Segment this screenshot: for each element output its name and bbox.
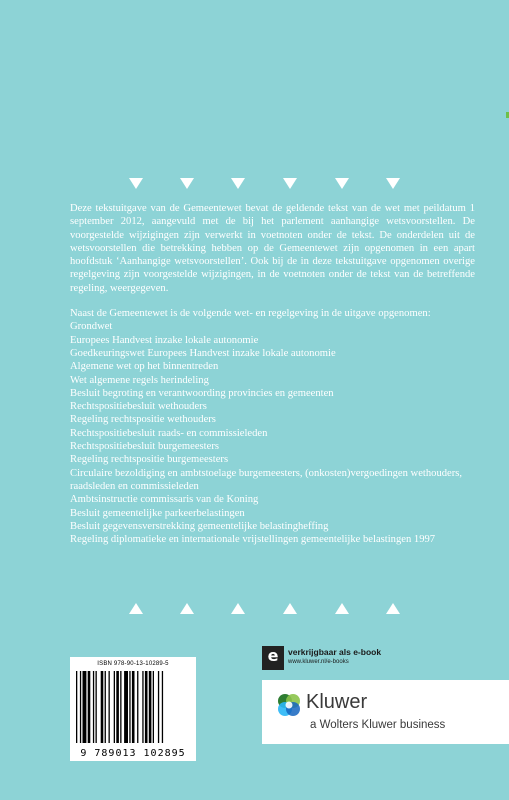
barcode-bar xyxy=(124,671,128,743)
barcode-bar xyxy=(76,671,77,743)
ebook-icon: e xyxy=(262,646,284,670)
regulation-item: Ambtsinstructie commissaris van de Koning xyxy=(70,494,259,506)
description-paragraph: Deze tekstuitgave van de Gemeentewet bevat de geldende tekst van de wet met peildatum 1 september 2012, aangevuld met de bij het parlement aanhangige wetsvoorstellen. De voorgestelde wijzigingen zijn verwerkt in voetnoten onder de tekst. De onderdelen uit de wetsvoorstellen die betrekking hebben op de Gemeentewet zijn opgenomen in een apart hoofdstuk ‘Aanhangige wetsvoorstellen’. Ook bij de in deze tekstuitgave opgenomen overige regelgeving zijn voorgestelde wijzigingen, in de voetnoten onder de tekst van de betreffende regeling, weergegeven. xyxy=(70,203,475,294)
triangle-up-icon xyxy=(231,603,245,614)
barcode-bar xyxy=(116,671,119,743)
regulation-item: Algemene wet op het binnentreden xyxy=(70,361,219,373)
barcode-bar xyxy=(114,671,115,743)
triangle-down-icon xyxy=(180,178,194,189)
regulation-item: Besluit gemeentelijke parkeerbelastingen xyxy=(70,507,245,519)
regulation-item: Regeling diplomatieke en internationale vrijstellingen gemeentelijke belastingen 1997 xyxy=(70,534,436,546)
barcode-bar xyxy=(153,671,154,743)
barcode-bar xyxy=(80,671,81,743)
barcode-bar xyxy=(145,671,148,743)
publisher-name: Kluwer xyxy=(306,691,368,713)
isbn-barcode xyxy=(70,657,196,761)
triangle-up-icon xyxy=(283,603,297,614)
barcode-bar xyxy=(105,671,106,743)
regulation-item: Regeling rechtspositie wethouders xyxy=(70,414,216,426)
description-block xyxy=(70,202,475,295)
triangle-down-icon xyxy=(386,178,400,189)
barcode-bar xyxy=(132,671,135,743)
publisher-logo-panel xyxy=(262,680,509,744)
barcode-bar xyxy=(137,671,138,743)
triangle-up-icon xyxy=(129,603,143,614)
barcode-digits: 9 789013 102895 xyxy=(80,748,186,759)
barcode-bar xyxy=(93,671,94,743)
barcode-bar xyxy=(129,671,130,743)
regulation-item: Circulaire bezoldiging en ambtstoelage burgemeesters, (onkosten)vergoedingen wethouders, raadsleden en commissieleden xyxy=(70,467,463,492)
publisher-tagline: a Wolters Kluwer business xyxy=(310,719,446,731)
isbn-label: ISBN 978-90-13-10289-5 xyxy=(97,661,169,667)
triangle-up-icon xyxy=(180,603,194,614)
triangle-down-icon xyxy=(335,178,349,189)
barcode-bar xyxy=(109,671,110,743)
regulation-item: Wet algemene regels herindeling xyxy=(70,374,209,386)
decorative-triangles-bottom xyxy=(0,603,509,617)
barcode-bar xyxy=(158,671,159,743)
triangle-down-icon xyxy=(283,178,297,189)
ebook-title: verkrijgbaar als e-book xyxy=(288,647,382,657)
regulation-item: Regeling rechtspositie burgemeesters xyxy=(70,454,229,466)
triangle-up-icon xyxy=(335,603,349,614)
barcode-bar xyxy=(101,671,104,743)
barcode-bar xyxy=(120,671,121,743)
barcode-bar xyxy=(88,671,91,743)
regulation-item: Besluit gegevensverstrekking gemeentelijke belastingheffing xyxy=(70,520,329,532)
regulation-item: Grondwet xyxy=(70,321,113,333)
regulation-item: Rechtspositiebesluit wethouders xyxy=(70,401,207,413)
regulation-item: Rechtspositiebesluit raads- en commissieleden xyxy=(70,427,268,439)
barcode-bar xyxy=(149,671,152,743)
triangle-down-icon xyxy=(231,178,245,189)
ebook-text xyxy=(288,647,408,666)
triangle-down-icon xyxy=(129,178,143,189)
list-intro: Naast de Gemeentewet is de volgende wet- en regelgeving in de uitgave opgenomen: xyxy=(70,308,431,320)
barcode-bars xyxy=(76,671,190,743)
kluwer-logo-icon xyxy=(276,692,302,718)
barcode-bar xyxy=(142,671,143,743)
ebook-badge xyxy=(262,646,402,670)
barcode-bar xyxy=(96,671,97,743)
barcode-bar xyxy=(162,671,163,743)
back-cover-text xyxy=(70,202,475,546)
triangle-up-icon xyxy=(386,603,400,614)
ebook-url: www.kluwer.nl/e-books xyxy=(288,659,349,665)
regulation-item: Rechtspositiebesluit burgemeesters xyxy=(70,441,219,453)
regulation-item: Goedkeuringswet Europees Handvest inzake lokale autonomie xyxy=(70,347,336,359)
regulation-item: Europees Handvest inzake lokale autonomie xyxy=(70,334,259,346)
regulation-item: Besluit begroting en verantwoording provincies en gemeenten xyxy=(70,387,334,399)
regulation-list xyxy=(70,320,475,546)
decorative-triangles-top xyxy=(0,178,509,192)
barcode-bar xyxy=(83,671,87,743)
